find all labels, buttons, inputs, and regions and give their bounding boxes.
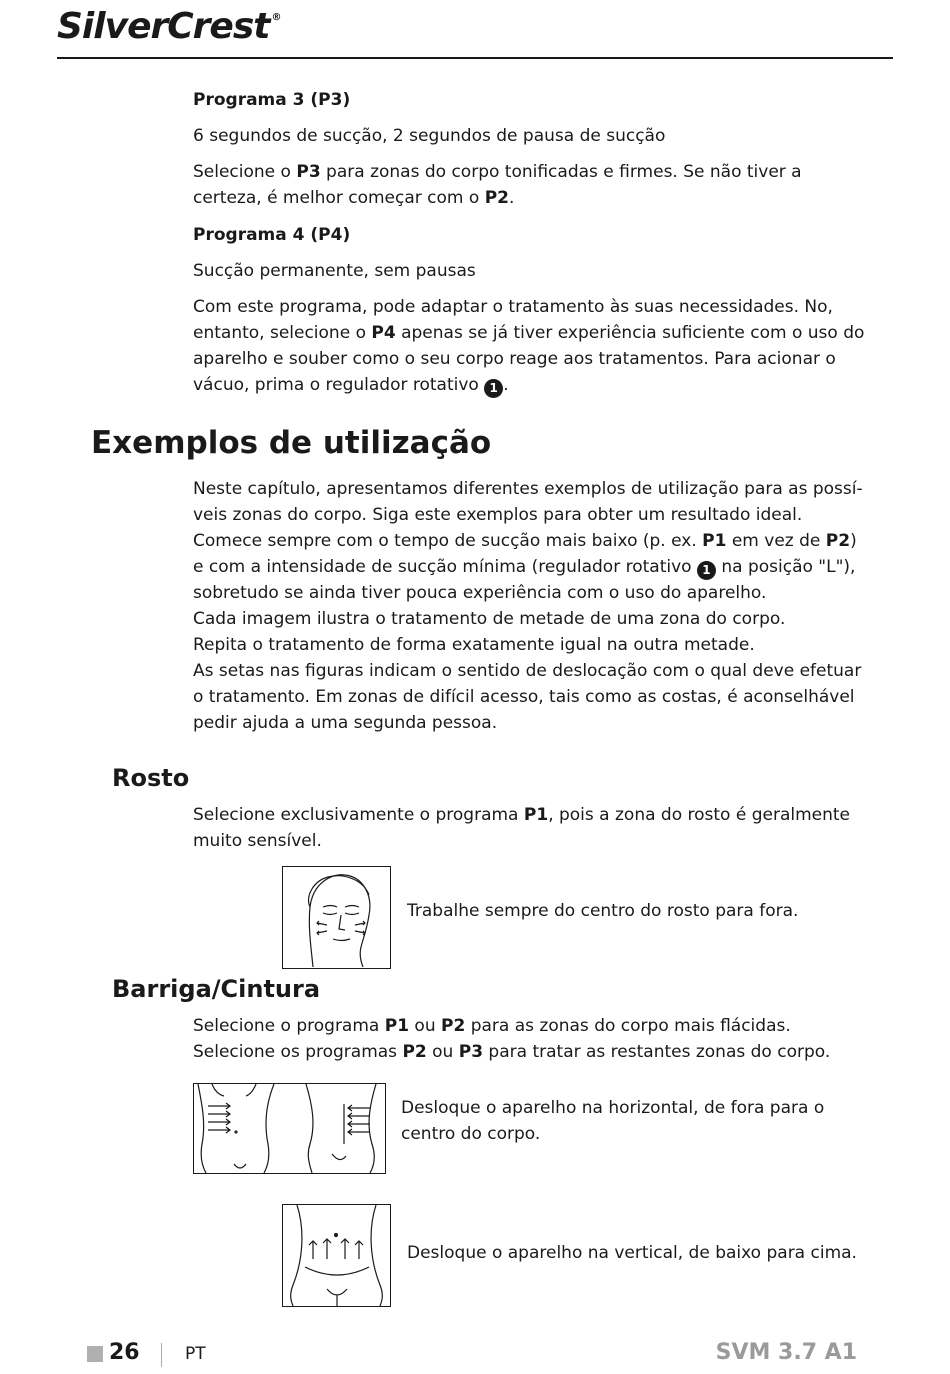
examples-paragraph: Neste capítulo, apresentamos diferentes exemplos de utilização para as possí- veis zonas do corpo. Siga este exemplos para obter um resultado ideal. Comece sempre com o tempo de sucção mais baixo (p. ex. P1 em vez de P2) e com a intensidade de sucção mínima (regulador rotativo 1 na posição "L"), sobretudo se ainda tiver pouca experiência com o uso do aparelho. Cada imagem ilustra o tratamento de metade de uma zona do corpo. Repita o tratamento de forma exatamente igual na outra metade. As setas nas figuras indicam o sentido de deslocação com o qual deve efetuar o tratamento. Em zonas de difícil acesso, tais como as costas, é aconselhável pedir ajuda a uma segunda pessoa. [193, 479, 863, 733]
face-illustration [282, 866, 391, 969]
belly-horizontal-illustration [193, 1083, 386, 1174]
belly-vertical-illustration [282, 1204, 391, 1307]
rotary-knob-marker: 1 [697, 561, 716, 580]
examples-heading: Exemplos de utilização [91, 425, 492, 461]
header-rule [57, 57, 893, 59]
language-code: PT [185, 1344, 206, 1364]
page-number: 26 [109, 1340, 140, 1365]
footer-separator [161, 1343, 162, 1367]
program3-desc: 6 segundos de sucção, 2 segundos de pausa de sucção [193, 126, 666, 146]
program3-heading: Programa 3 (P3) [193, 90, 351, 110]
program4-desc: Sucção permanente, sem pausas [193, 261, 476, 281]
face-heading: Rosto [112, 764, 190, 792]
belly-heading: Barriga/Cintura [112, 975, 321, 1003]
face-caption: Trabalhe sempre do centro do rosto para fora. [407, 901, 799, 921]
belly-vertical-caption: Desloque o aparelho na vertical, de baixo para cima. [407, 1243, 857, 1263]
program4-heading: Programa 4 (P4) [193, 225, 351, 245]
belly-paragraph: Selecione o programa P1 ou P2 para as zonas do corpo mais flácidas. Selecione os programas P2 ou P3 para tratar as restantes zonas do corpo. [193, 1016, 831, 1062]
brand-name: SilverCrest [57, 6, 270, 47]
registered-mark: ® [271, 12, 281, 23]
face-paragraph: Selecione exclusivamente o programa P1, pois a zona do rosto é geralmente muito sensível. [193, 805, 851, 851]
brand-logo [57, 6, 280, 47]
program4-paragraph: Com este programa, pode adaptar o tratamento às suas necessidades. No, entanto, selecione o P4 apenas se já tiver experiência suficiente com o uso do aparelho e souber como o seu corpo reage aos tratamentos. Para acionar o vácuo, prima o regulador rotativo 1 . [193, 294, 873, 398]
belly-horizontal-caption: Desloque o aparelho na horizontal, de fora para o centro do corpo. [401, 1098, 825, 1144]
rotary-knob-marker: 1 [484, 379, 503, 398]
footer-square-icon [87, 1346, 103, 1362]
program3-paragraph: Selecione o P3 para zonas do corpo tonificadas e firmes. Se não tiver a certeza, é melhor começar com o P2. [193, 162, 802, 208]
model-number: SVM 3.7 A1 [715, 1340, 857, 1365]
